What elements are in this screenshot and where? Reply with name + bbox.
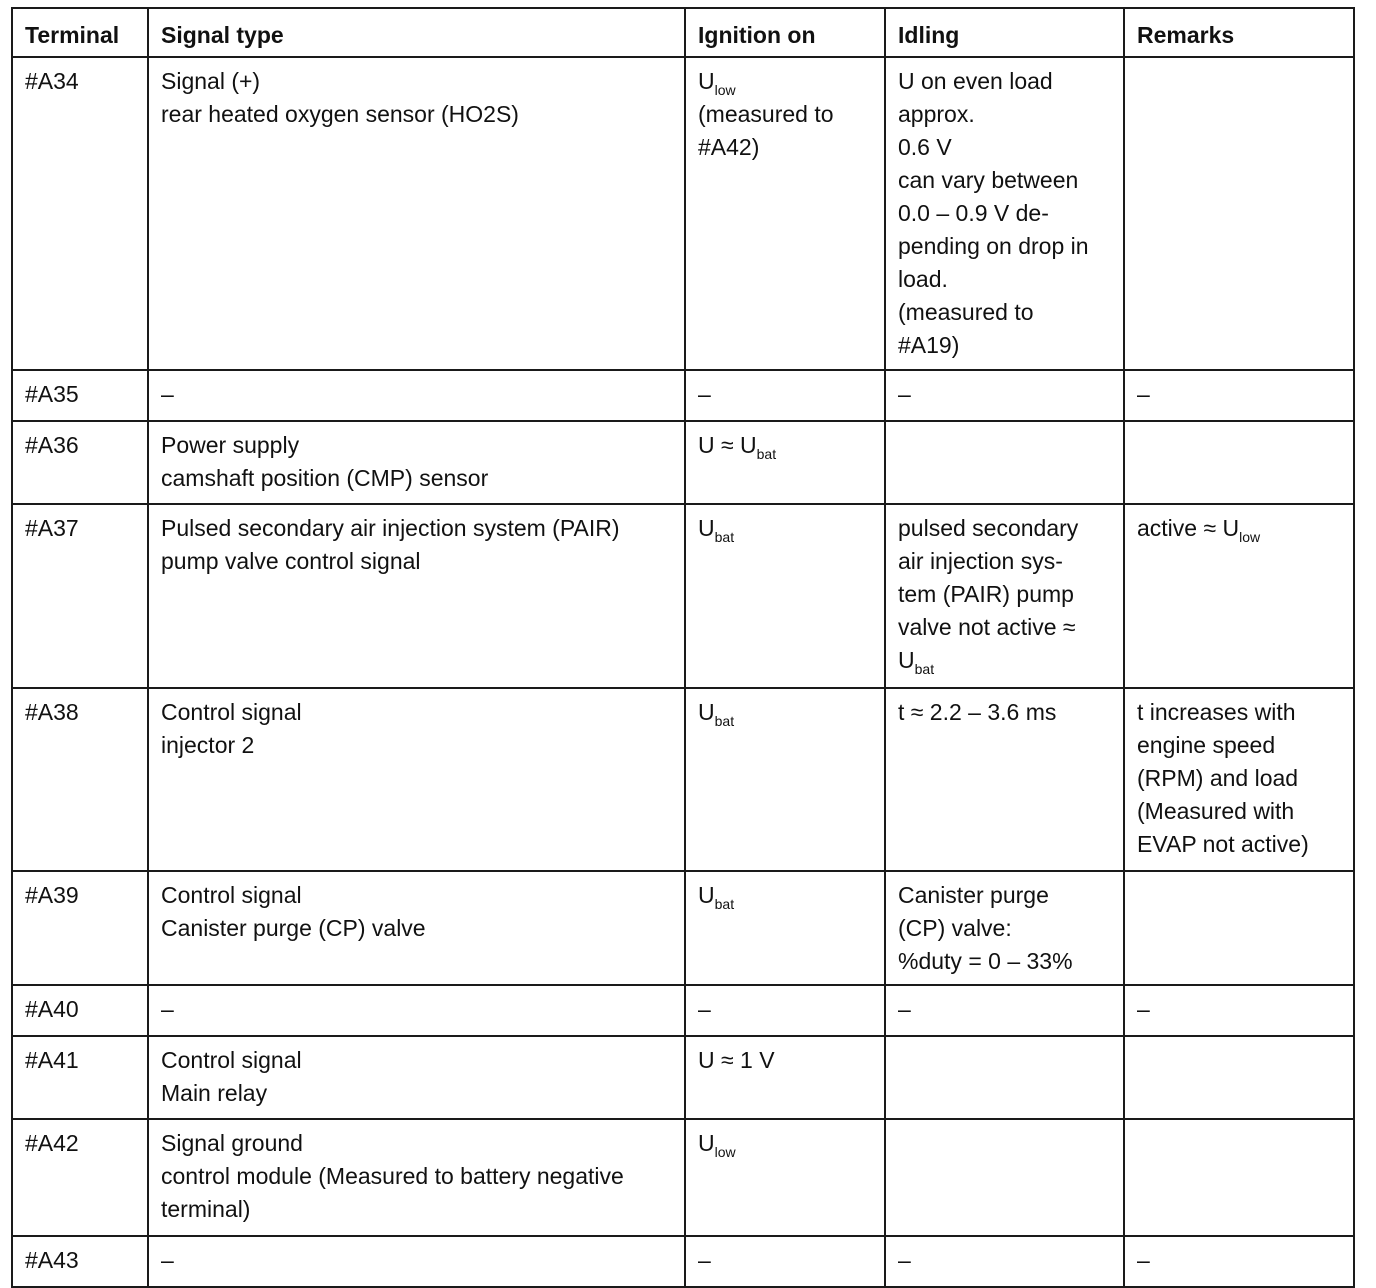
signal-type-cell: –: [148, 370, 685, 421]
terminal-cell: #A42: [12, 1119, 148, 1236]
table-header-row: [12, 8, 1354, 57]
remarks-cell: t increases with engine speed (RPM) and load (Measured with EVAP not active): [1124, 688, 1354, 871]
remarks-cell: active ≈ $U_{low}$: [1124, 504, 1354, 688]
signal-type-cell: Signal ground control module (Measured to battery negative terminal): [148, 1119, 685, 1236]
signal-type-cell: Control signal injector 2: [148, 688, 685, 871]
terminal-cell: #A38: [12, 688, 148, 871]
remarks-cell: –: [1124, 985, 1354, 1036]
remarks-cell: [1124, 1119, 1354, 1236]
table-row: [12, 1119, 1354, 1236]
header-signal-type: Signal type: [148, 8, 685, 57]
signal-type-cell: Control signal Main relay: [148, 1036, 685, 1119]
signal-type-cell: Control signal Canister purge (CP) valve: [148, 871, 685, 985]
terminal-cell: #A39: [12, 871, 148, 985]
ignition-on-cell: –: [685, 370, 885, 421]
header-ignition-on: Ignition on: [685, 8, 885, 57]
ignition-on-cell: $U_{bat}$: [685, 871, 885, 985]
terminal-cell: #A36: [12, 421, 148, 504]
signal-type-cell: –: [148, 985, 685, 1036]
idling-cell: –: [885, 370, 1124, 421]
ignition-on-cell: $U_{bat}$: [685, 688, 885, 871]
table-row: [12, 1236, 1354, 1287]
ignition-on-cell: $U_{bat}$: [685, 504, 885, 688]
terminal-cell: #A43: [12, 1236, 148, 1287]
ignition-on-cell: –: [685, 1236, 885, 1287]
table-row: [12, 871, 1354, 985]
remarks-cell: [1124, 421, 1354, 504]
header-remarks: Remarks: [1124, 8, 1354, 57]
terminal-signal-table: [11, 7, 1355, 1288]
terminal-cell: #A41: [12, 1036, 148, 1119]
table-row: [12, 370, 1354, 421]
table-row: [12, 985, 1354, 1036]
remarks-cell: –: [1124, 1236, 1354, 1287]
header-idling: Idling: [885, 8, 1124, 57]
terminal-cell: #A35: [12, 370, 148, 421]
remarks-cell: [1124, 57, 1354, 370]
idling-cell: [885, 1036, 1124, 1119]
remarks-cell: –: [1124, 370, 1354, 421]
terminal-cell: #A34: [12, 57, 148, 370]
ignition-on-cell: $U_{low}$: [685, 1119, 885, 1236]
table-row: [12, 504, 1354, 688]
signal-type-cell: Pulsed secondary air injection system (PAIR) pump valve control signal: [148, 504, 685, 688]
signal-type-cell: Signal (+) rear heated oxygen sensor (HO2S): [148, 57, 685, 370]
table-row: [12, 1036, 1354, 1119]
table-row: [12, 688, 1354, 871]
idling-cell: U on even load approx. 0.6 V can vary between 0.0 – 0.9 V de- pending on drop in load. (measured to #A19): [885, 57, 1124, 370]
signal-type-cell: –: [148, 1236, 685, 1287]
table-row: [12, 421, 1354, 504]
ignition-on-cell: $U_{low}$ (measured to #A42): [685, 57, 885, 370]
idling-cell: [885, 1119, 1124, 1236]
signal-type-cell: Power supply camshaft position (CMP) sensor: [148, 421, 685, 504]
header-terminal: Terminal: [12, 8, 148, 57]
idling-cell: Canister purge (CP) valve: %duty = 0 – 33%: [885, 871, 1124, 985]
idling-cell: –: [885, 985, 1124, 1036]
ignition-on-cell: –: [685, 985, 885, 1036]
idling-cell: –: [885, 1236, 1124, 1287]
remarks-cell: [1124, 1036, 1354, 1119]
ignition-on-cell: U ≈ 1 V: [685, 1036, 885, 1119]
table-row: [12, 57, 1354, 370]
remarks-cell: [1124, 871, 1354, 985]
terminal-cell: #A37: [12, 504, 148, 688]
idling-cell: pulsed secondary air injection sys- tem (PAIR) pump valve not active ≈ $U_{bat}$: [885, 504, 1124, 688]
ignition-on-cell: $U \approx U_{bat}$: [685, 421, 885, 504]
idling-cell: [885, 421, 1124, 504]
idling-cell: t ≈ 2.2 – 3.6 ms: [885, 688, 1124, 871]
terminal-cell: #A40: [12, 985, 148, 1036]
